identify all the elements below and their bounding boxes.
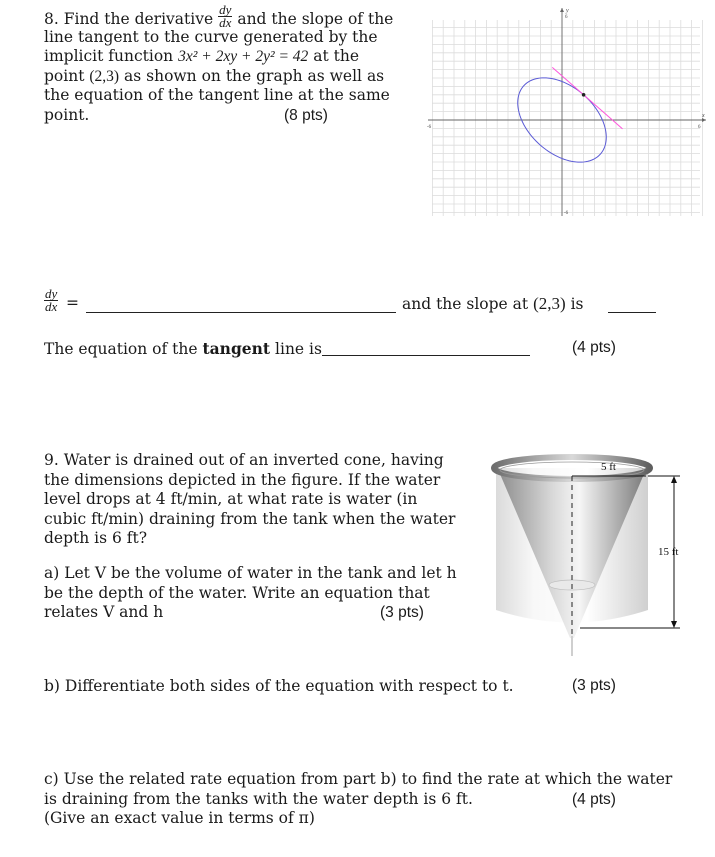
q8-line3-a: implicit function: [44, 47, 174, 65]
answer-frac-num: dy: [45, 286, 58, 301]
q8-number: 8.: [44, 10, 59, 28]
height-arrow-bottom: [671, 621, 677, 628]
q8-line-6: [44, 106, 424, 126]
q8-points-total: (8 pts): [284, 106, 328, 124]
part-b-points: (3 pts): [572, 677, 616, 694]
q8-frac-num: dy: [219, 1, 232, 17]
y-min-label: -6: [564, 211, 569, 216]
q9-line-3: level drops at 4 ft/min, at what rate is water (in: [44, 490, 418, 508]
q8-line-5: the equation of the tangent line at the same: [44, 86, 390, 104]
q8-line-2: line tangent to the curve generated by the: [44, 27, 378, 46]
q9-part-c: [44, 770, 684, 829]
tangent-text-a: The equation of the: [44, 340, 198, 358]
part-a-line-3: [44, 603, 474, 623]
x-axis-label: x: [702, 113, 705, 119]
q9-line-1: [44, 451, 474, 471]
y-max-label: 6: [565, 15, 568, 20]
tangent-answer-blank[interactable]: [322, 355, 530, 356]
tangent-points: (4 pts): [572, 339, 616, 356]
part-a-text: relates V and h: [44, 603, 164, 621]
q9-part-a: [44, 564, 474, 623]
q8-equation: 3x² + 2xy + 2y² = 42: [178, 48, 309, 65]
q8-line-1: [44, 1, 424, 30]
q9-prompt: [44, 451, 474, 549]
equals-sign: =: [66, 294, 79, 312]
derivative-answer-blank[interactable]: [86, 312, 396, 313]
q8-line3-b: at the: [313, 47, 360, 65]
answer-frac-den: dx: [45, 299, 58, 314]
q8-graph: [426, 6, 712, 220]
x-max-label: 6: [698, 125, 701, 130]
slope-prompt: [402, 294, 584, 315]
q8-after-frac: and the slope of the: [237, 10, 394, 28]
part-c-line-2: [44, 790, 684, 810]
part-c-line-3: (Give an exact value in terms of π): [44, 809, 315, 827]
q8-line4-b: as shown on the graph as well as: [124, 66, 385, 85]
part-c-points: (4 pts): [572, 790, 616, 808]
q8-point: (2,3): [89, 67, 120, 85]
q8-frac-den: dx: [219, 14, 232, 30]
tangent-point-marker: [582, 93, 586, 97]
y-axis-label: y: [566, 8, 569, 14]
part-a-line-2: be the depth of the water. Write an equation that: [44, 583, 430, 602]
part-c-line-1: c) Use the related rate equation from part b) to find the rate at which the water: [44, 770, 673, 788]
dy-dx-fraction: [44, 288, 58, 313]
slope-text-a: and the slope at: [402, 295, 529, 313]
q8-line6: point.: [44, 105, 90, 124]
slope-answer-blank[interactable]: [608, 312, 656, 313]
tangent-text-b: line is: [275, 340, 322, 358]
q9-line-2: the dimensions depicted in the figure. If the water: [44, 470, 441, 489]
height-label: 15 ft: [658, 546, 679, 558]
cone-tank-figure: [488, 450, 694, 660]
y-axis-arrow: [560, 8, 564, 12]
q9-part-b: b) Differentiate both sides of the equation with respect to t.: [44, 677, 514, 695]
q9-line-5: depth is 6 ft?: [44, 529, 148, 547]
part-c-text-2: is draining from the tanks with the water depth is 6 ft.: [44, 789, 473, 808]
x-min-label: -6: [427, 125, 432, 130]
part-a-line-1: a) Let V be the volume of water in the tank and let h: [44, 564, 457, 582]
slope-point: (2,3): [533, 294, 566, 313]
q9-line-4: cubic ft/min) draining from the tank when the water: [44, 509, 456, 528]
q9-line1: Water is drained out of an inverted cone, having: [63, 451, 444, 469]
q8-prompt: [44, 1, 424, 125]
q8-intro: Find the derivative: [63, 10, 214, 28]
q8-derivative-fraction: [218, 1, 232, 30]
graph-grid: [432, 20, 702, 216]
q8-line4-a: point: [44, 66, 85, 85]
radius-label: 5 ft: [601, 461, 616, 473]
tangent-prompt: [44, 339, 322, 360]
part-a-points: (3 pts): [380, 604, 424, 621]
slope-text-b: is: [570, 295, 584, 313]
height-arrow-top: [671, 476, 677, 483]
q9-number: 9.: [44, 451, 59, 469]
tangent-text-bold: tangent: [202, 339, 271, 358]
q8-line-3: [44, 47, 424, 67]
q8-line-4: [44, 67, 424, 87]
